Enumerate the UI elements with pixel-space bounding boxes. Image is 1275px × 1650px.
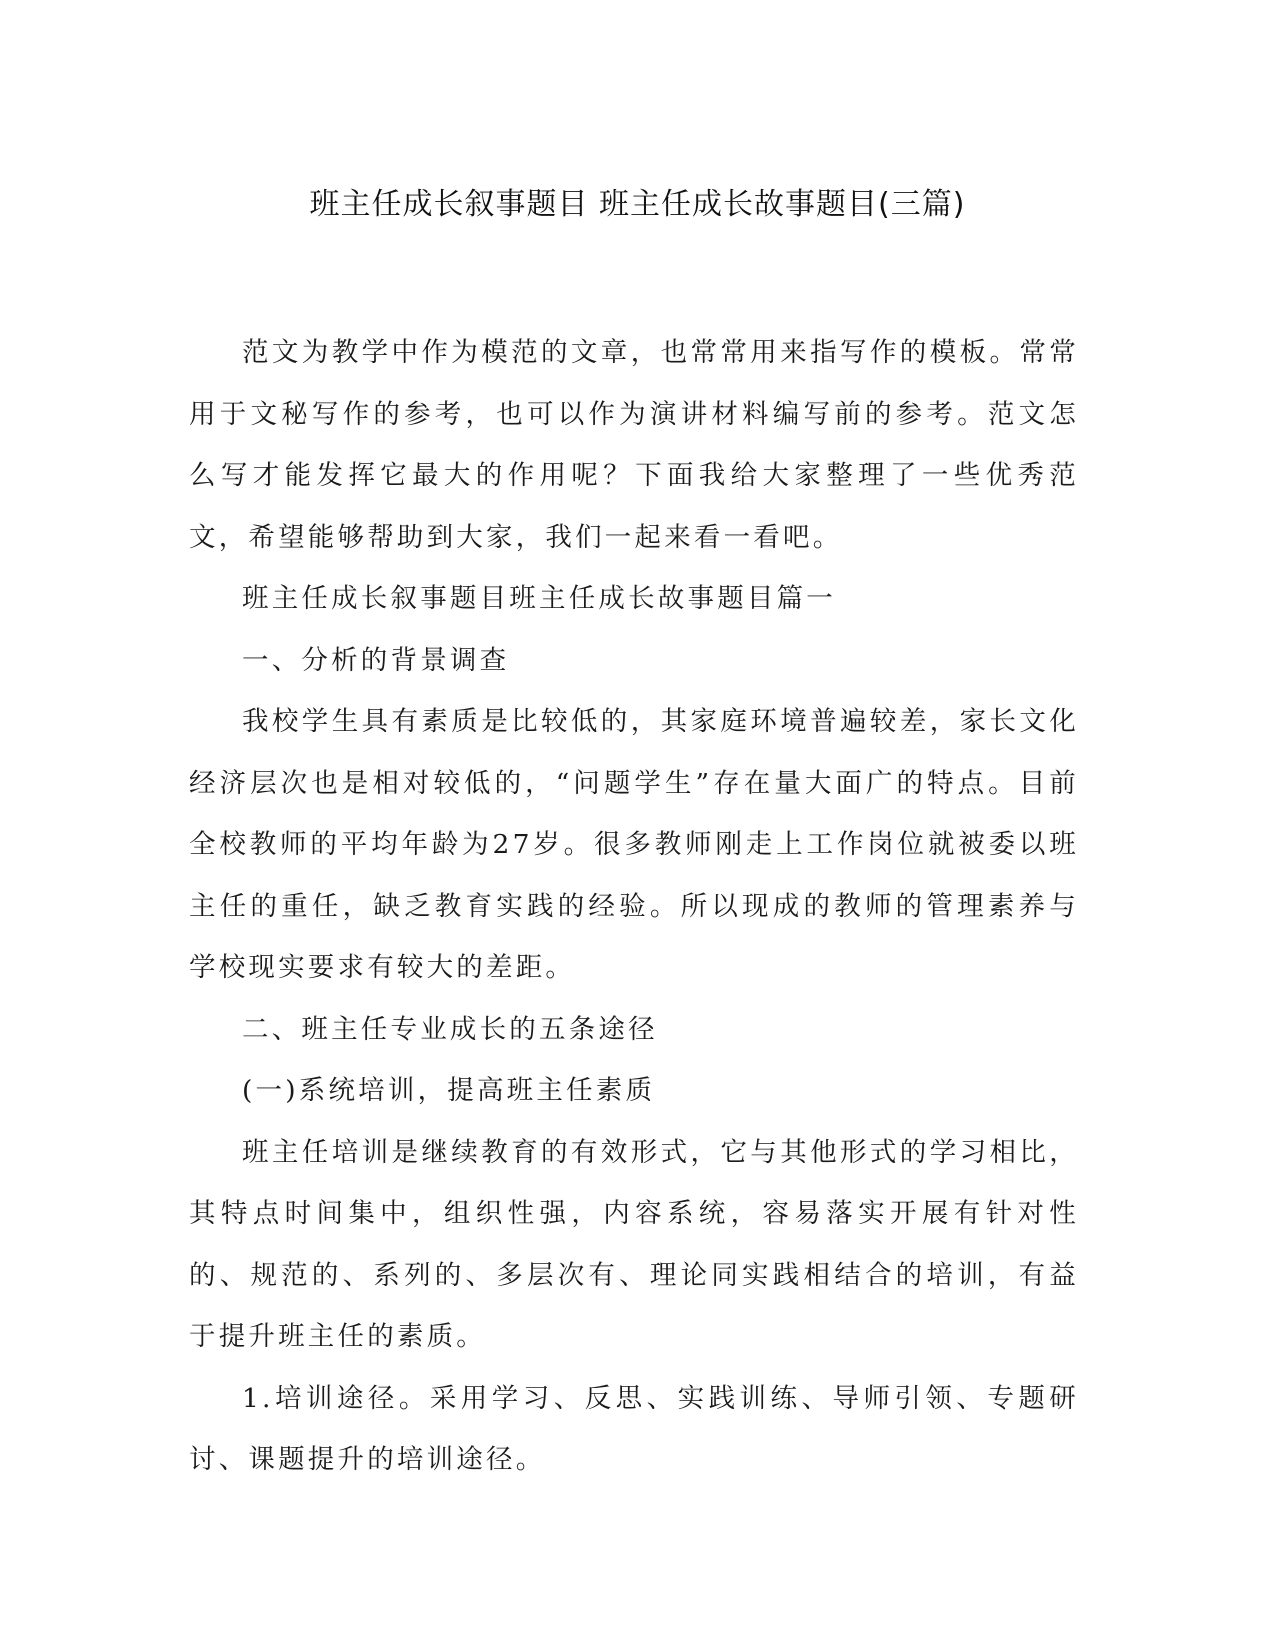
subheading-systematic-training: (一)系统培训，提高班主任素质 xyxy=(242,1075,656,1106)
document-body xyxy=(189,322,1079,1491)
document-title: 班主任成长叙事题目 班主任成长故事题目(三篇) xyxy=(309,187,966,222)
subheading-background: 一、分析的背景调查 xyxy=(242,644,510,676)
subheading-growth-paths: 二、班主任专业成长的五条途径 xyxy=(242,1013,658,1045)
training-paths-item: 1.培训途径。采用学习、反思、实践训练、导师引领、专题研讨、课题提升的培训途径。 xyxy=(189,1382,1079,1475)
section-heading-part-one: 班主任成长叙事题目班主任成长故事题目篇一 xyxy=(242,583,836,614)
intro-paragraph: 范文为教学中作为模范的文章，也常常用来指写作的模板。常常用于文秘写作的参考，也可以作为演讲材料编写前的参考。范文怎么写才能发挥它最大的作用呢？下面我给大家整理了一些优秀范文，希望能够帮助到大家，我们一起来看一看吧。 xyxy=(189,337,1079,553)
background-paragraph: 我校学生具有素质是比较低的，其家庭环境普遍较差，家长文化经济层次也是相对较低的，“问题学生”存在量大面广的特点。目前全校教师的平均年龄为27岁。很多教师刚走上工作岗位就被委以班主任的重任，缺乏教育实践的经验。所以现成的教师的管理素养与学校现实要求有较大的差距。 xyxy=(189,706,1079,983)
training-paragraph: 班主任培训是继续教育的有效形式，它与其他形式的学习相比，其特点时间集中，组织性强，内容系统，容易落实开展有针对性的、规范的、系列的、多层次有、理论同实践相结合的培训，有益于提升班主任的素质。 xyxy=(189,1136,1079,1352)
